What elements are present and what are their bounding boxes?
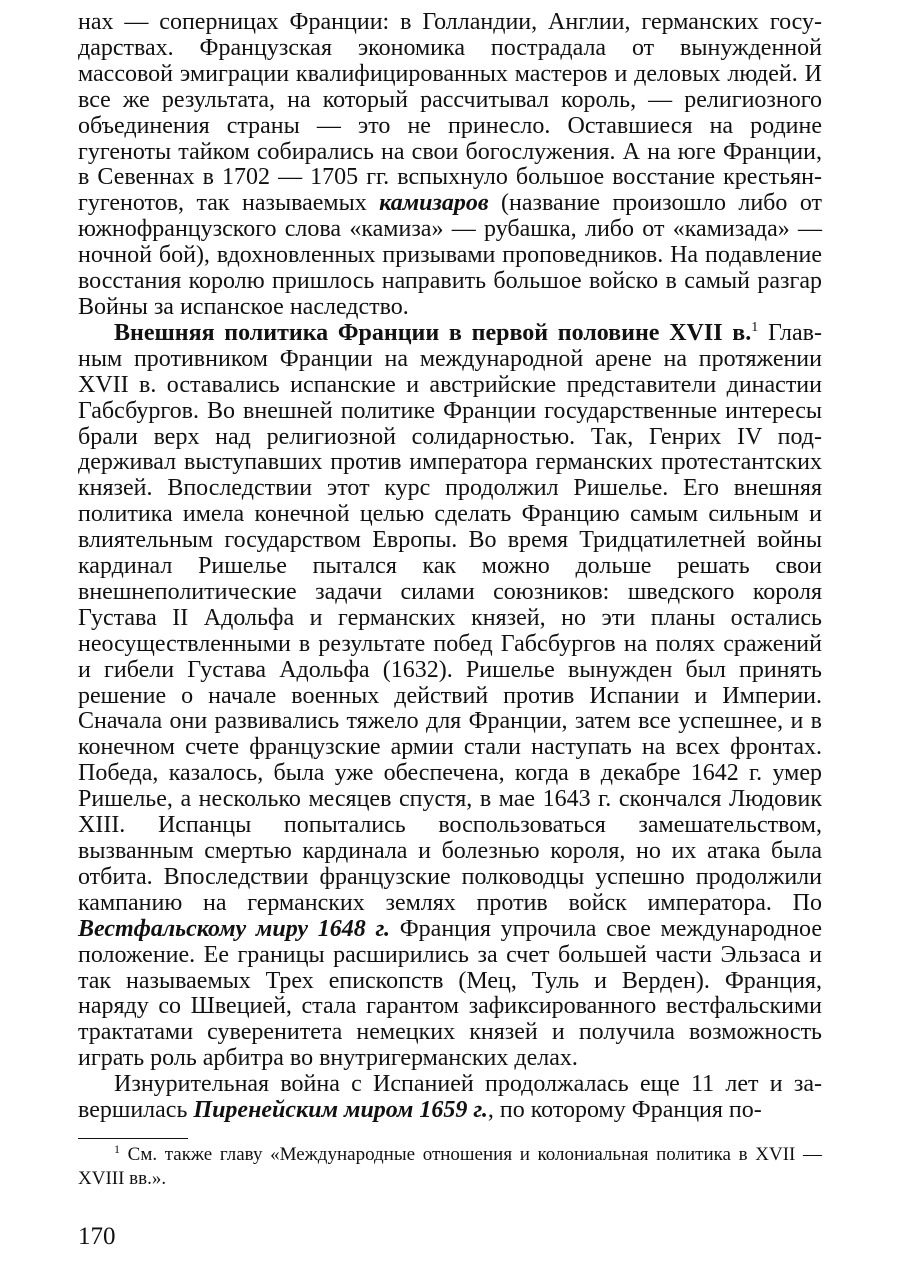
emphasized-term: Пиренейским миром 1659 г. bbox=[193, 1097, 488, 1124]
text-run: нах — соперницах Франции: в Голландии, Англии, германских государствах. Французская экономика пострадала от вынужденной массовой эмиграции квалифицированных мастеров и деловых людей. И все же результата, на который рассчитывал король, — религиозного объединения страны — это не принесло. Оставшиеся на родине гугеноты тайком собирались на свои богослужения. А на юге Франции, в Севеннах в 1702 — 1705 гг. вспыхнуло большое восстание крестьян-гугенотов, так называемых bbox=[78, 9, 822, 217]
emphasized-term: Вестфальскому миру 1648 г. bbox=[78, 915, 391, 942]
footnote-reference: 1 bbox=[751, 319, 759, 335]
footnote-separator bbox=[78, 1138, 188, 1139]
text-run: Главным противником Франции на международной арене на протяжении XVII в. оставались испанские и австрийские представители династии Габсбургов. Во внешней политике Франции государственные интересы брали верх над религиозной солидарностью. Так, Генрих IV поддерживал выступавших против императора германских протестантских князей. Впоследствии этот курс продолжил Ришелье. Его внешняя политика имела конечной целью сделать Францию самым сильным и влиятельным государством Европы. Во время Тридцатилетней войны кардинал Ришелье пытался как можно дольше решать свои внешнеполитические задачи силами союзников: шведского короля Густава II Адольфа и германских князей, но эти планы остались неосуществленными в результате побед Габсбургов на полях сражений и гибели Густава Адольфа (1632). Ришелье вынужден был принять решение о начале военных действий против Испании и Империи. Сначала они развивались тяжело для Франции, затем все успешнее, и в конечном счете французские армии стали наступать на всех фронтах. Победа, казалось, была уже обеспечена, когда в декабре 1642 г. умер Ришелье, а несколько месяцев спустя, в мае 1643 г. скончался Людовик XIII. Испанцы попытались воспользоваться замешательством, вызванным смертью кардинала и болезнью короля, но их атака была отбита. Впоследствии французские полководцы успешно продолжили кампанию на германских землях против войск императора. По bbox=[78, 319, 823, 916]
text-run: , по которому Франция по- bbox=[487, 1097, 762, 1124]
page-number: 170 bbox=[78, 1223, 116, 1250]
text-run: Изнурительная война с Испанией продолжалась еще 11 лет и завершилась bbox=[78, 1071, 822, 1124]
paragraph bbox=[78, 1072, 822, 1124]
page-body bbox=[78, 10, 822, 1124]
paragraph bbox=[78, 10, 822, 321]
text-run: (название произошло либо от южнофранцузского слова «камиза» — рубашка, либо от «камизада» — ночной бой), вдохновленных призывами проповедников. На подавление восстания королю пришлось направить большое войско в самый разгар Войны за испанское наследство. bbox=[78, 190, 822, 320]
main-text bbox=[78, 10, 822, 1124]
footnote-text: См. также главу «Международные отношения и колониальная политика в XVII — XVIII вв.». bbox=[78, 1144, 822, 1189]
footnote-marker: 1 bbox=[114, 1142, 120, 1156]
paragraph bbox=[78, 321, 822, 1072]
emphasized-term: камизаров bbox=[379, 190, 489, 217]
text-run: Франция упрочила свое международное положение. Ее границы расширились за счет большей части Эльзаса и так называемых Трех епископств (Мец, Туль и Верден). Франция, наряду со Швецией, стала гарантом зафиксированного вестфальскими трактатами суверенитета немецких князей и получила возможность играть роль арбитра во внутригерманских делах. bbox=[78, 915, 822, 1072]
section-heading: Внешняя политика Франции в первой половине XVII в. bbox=[114, 319, 752, 346]
footnote bbox=[78, 1143, 822, 1191]
